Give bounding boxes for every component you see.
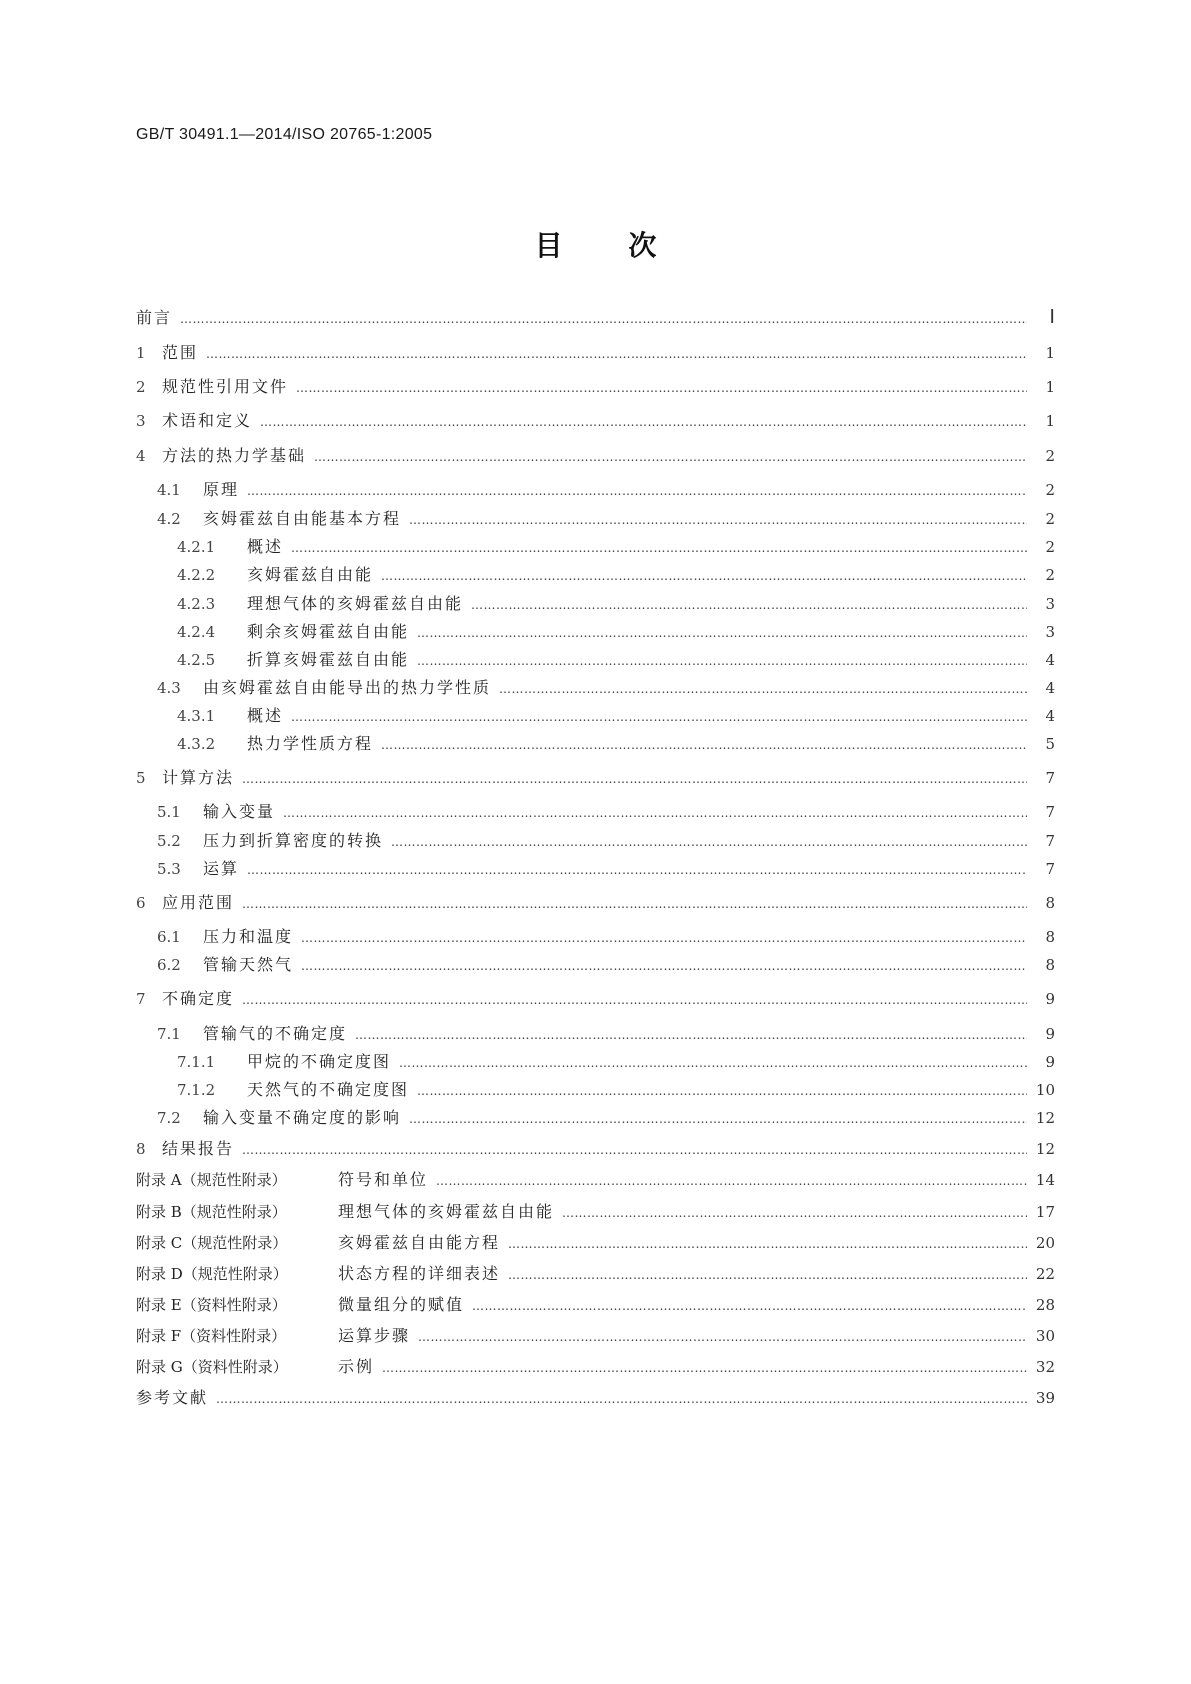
toc-leader-dots bbox=[382, 1358, 1027, 1378]
toc-entry-4-3[interactable] bbox=[157, 678, 1055, 699]
toc-entry-page: 2 bbox=[1045, 566, 1055, 584]
toc-entry-number: 7.1.1 bbox=[177, 1053, 216, 1071]
toc-entry-page: 2 bbox=[1045, 447, 1055, 465]
toc-entry-page: 28 bbox=[1035, 1296, 1055, 1314]
toc-entry-number: 5.1 bbox=[157, 803, 181, 821]
toc-leader-dots bbox=[242, 990, 1027, 1010]
toc-entry-page: 1 bbox=[1045, 344, 1055, 362]
toc-entry-label: 热力学性质方程 bbox=[247, 734, 374, 753]
toc-entry-number: 7.1.2 bbox=[177, 1081, 216, 1099]
toc-entry-number: 2 bbox=[136, 378, 146, 396]
toc-entry-label: 原理 bbox=[203, 480, 240, 499]
standard-code-header: GB/T 30491.1—2014/ISO 20765-1:2005 bbox=[136, 126, 433, 143]
toc-entry-appendix-e[interactable] bbox=[136, 1295, 1055, 1316]
toc-leader-dots bbox=[242, 894, 1027, 914]
toc-entry-page: 9 bbox=[1045, 1053, 1055, 1071]
toc-entry-5-3[interactable] bbox=[157, 859, 1055, 880]
toc-entry-page: 17 bbox=[1035, 1203, 1055, 1221]
toc-entry-number: 5 bbox=[136, 769, 146, 787]
toc-entry-label: 运算 bbox=[203, 859, 240, 878]
toc-entry-3[interactable] bbox=[136, 411, 1055, 432]
toc-entry-label: 理想气体的亥姆霍兹自由能 bbox=[247, 594, 464, 613]
toc-entry-page: 14 bbox=[1035, 1171, 1055, 1189]
toc-entry-4[interactable] bbox=[136, 446, 1055, 467]
toc-entry-page: 3 bbox=[1045, 623, 1055, 641]
toc-entry-page: 22 bbox=[1035, 1265, 1055, 1283]
toc-leader-dots bbox=[472, 1296, 1027, 1316]
toc-leader-dots bbox=[418, 1327, 1027, 1347]
toc-entry-number: 4.2.1 bbox=[177, 538, 216, 556]
toc-entry-page: Ⅰ bbox=[1049, 307, 1055, 328]
toc-entry-label: 参考文献 bbox=[136, 1388, 209, 1407]
toc-entry-4-2-1[interactable] bbox=[177, 537, 1055, 558]
toc-entry-page: 8 bbox=[1045, 928, 1055, 946]
toc-entry-label: 折算亥姆霍兹自由能 bbox=[247, 650, 410, 669]
toc-entry-6-1[interactable] bbox=[157, 927, 1055, 948]
toc-entry-page: 7 bbox=[1045, 769, 1055, 787]
toc-entry-number: 4.2.2 bbox=[177, 566, 216, 584]
toc-entry-page: 9 bbox=[1045, 1025, 1055, 1043]
toc-leader-dots bbox=[471, 595, 1027, 615]
toc-entry-label: 理想气体的亥姆霍兹自由能 bbox=[338, 1202, 555, 1221]
toc-entry-label: 结果报告 bbox=[162, 1139, 235, 1158]
toc-entry-number: 4.3.1 bbox=[177, 707, 216, 725]
toc-entry-5-1[interactable] bbox=[157, 802, 1055, 823]
toc-entry-4-2[interactable] bbox=[157, 509, 1055, 530]
toc-entry-8[interactable] bbox=[136, 1139, 1055, 1160]
toc-entry-label: 甲烷的不确定度图 bbox=[247, 1052, 392, 1071]
toc-entry-5[interactable] bbox=[136, 768, 1055, 789]
toc-entry-number: 4.2 bbox=[157, 510, 181, 528]
toc-entry-label: 范围 bbox=[162, 343, 199, 362]
toc-leader-dots bbox=[206, 344, 1027, 364]
toc-entry-page: 7 bbox=[1045, 832, 1055, 850]
toc-entry-page: 1 bbox=[1045, 412, 1055, 430]
toc-leader-dots bbox=[417, 623, 1027, 643]
toc-entry-label: 压力到折算密度的转换 bbox=[203, 831, 384, 850]
toc-entry-page: 10 bbox=[1035, 1081, 1055, 1099]
toc-entry-page: 8 bbox=[1045, 956, 1055, 974]
toc-entry-appendix-b[interactable] bbox=[136, 1202, 1055, 1223]
toc-entry-label: 亥姆霍兹自由能 bbox=[247, 565, 374, 584]
toc-leader-dots bbox=[381, 735, 1027, 755]
toc-entry-page: 8 bbox=[1045, 894, 1055, 912]
toc-leader-dots bbox=[291, 707, 1027, 727]
toc-entry-7[interactable] bbox=[136, 989, 1055, 1010]
toc-entry-5-2[interactable] bbox=[157, 831, 1055, 852]
toc-entry-label: 符号和单位 bbox=[338, 1170, 429, 1189]
toc-entry-page: 9 bbox=[1045, 990, 1055, 1008]
toc-entry-number: 附录 C（规范性附录） bbox=[136, 1234, 288, 1252]
toc-entry-label: 亥姆霍兹自由能基本方程 bbox=[203, 509, 402, 528]
toc-leader-dots bbox=[391, 832, 1027, 852]
toc-entry-number: 附录 D（规范性附录） bbox=[136, 1265, 288, 1283]
toc-entry-number: 附录 A（规范性附录） bbox=[136, 1171, 287, 1189]
toc-entry-label: 剩余亥姆霍兹自由能 bbox=[247, 622, 410, 641]
toc-entry-appendix-c[interactable] bbox=[136, 1233, 1055, 1254]
toc-leader-dots bbox=[409, 1109, 1027, 1129]
toc-leader-dots bbox=[283, 803, 1027, 823]
toc-leader-dots bbox=[216, 1389, 1027, 1409]
toc-entry-label: 概述 bbox=[247, 706, 284, 725]
toc-entry-page: 12 bbox=[1035, 1109, 1055, 1127]
toc-entry-label: 管输气的不确定度 bbox=[203, 1024, 348, 1043]
toc-entry-page: 32 bbox=[1035, 1358, 1055, 1376]
toc-entry-page: 2 bbox=[1045, 538, 1055, 556]
toc-entry-4-3-1[interactable] bbox=[177, 706, 1055, 727]
toc-entry-number: 4.3 bbox=[157, 679, 181, 697]
toc-entry-number: 7 bbox=[136, 990, 146, 1008]
toc-entry-number: 4.3.2 bbox=[177, 735, 216, 753]
toc-entry-7-1-2[interactable] bbox=[177, 1080, 1055, 1101]
toc-entry-4-1[interactable] bbox=[157, 480, 1055, 501]
toc-entry-number: 4 bbox=[136, 447, 146, 465]
toc-entry-label: 状态方程的详细表述 bbox=[338, 1264, 501, 1283]
toc-entry-label: 运算步骤 bbox=[338, 1326, 411, 1345]
toc-entry-page: 20 bbox=[1035, 1234, 1055, 1252]
page-title: 目 次 bbox=[534, 229, 657, 262]
toc-entry-number: 6.1 bbox=[157, 928, 181, 946]
toc-entry-page: 4 bbox=[1045, 707, 1055, 725]
toc-leader-dots bbox=[291, 538, 1027, 558]
toc-entry-label: 不确定度 bbox=[162, 989, 235, 1008]
toc-leader-dots bbox=[296, 378, 1027, 398]
toc-entry-label: 输入变量 bbox=[203, 802, 276, 821]
toc-entry-number: 4.1 bbox=[157, 481, 181, 499]
toc-entry-appendix-a[interactable] bbox=[136, 1170, 1055, 1191]
toc-entry-page: 3 bbox=[1045, 595, 1055, 613]
toc-entry-foreword[interactable] bbox=[136, 308, 1055, 329]
toc-entry-page: 5 bbox=[1045, 735, 1055, 753]
toc-entry-4-2-3[interactable] bbox=[177, 594, 1055, 615]
toc-entry-label: 示例 bbox=[338, 1357, 375, 1376]
toc-leader-dots bbox=[247, 481, 1027, 501]
toc-entry-number: 附录 F（资料性附录） bbox=[136, 1327, 287, 1345]
toc-entry-number: 4.2.4 bbox=[177, 623, 216, 641]
toc-entry-6[interactable] bbox=[136, 893, 1055, 914]
toc-entry-number: 6 bbox=[136, 894, 146, 912]
toc-entry-label: 应用范围 bbox=[162, 893, 235, 912]
toc-entry-4-3-2[interactable] bbox=[177, 734, 1055, 755]
toc-leader-dots bbox=[260, 412, 1027, 432]
toc-entry-4-2-5[interactable] bbox=[177, 650, 1055, 671]
toc-entry-page: 2 bbox=[1045, 510, 1055, 528]
toc-leader-dots bbox=[562, 1203, 1027, 1223]
toc-entry-page: 12 bbox=[1035, 1140, 1055, 1158]
toc-entry-label: 前言 bbox=[136, 308, 173, 327]
toc-entry-4-2-4[interactable] bbox=[177, 622, 1055, 643]
toc-entry-number: 5.2 bbox=[157, 832, 181, 850]
toc-entry-label: 方法的热力学基础 bbox=[162, 446, 307, 465]
toc-entry-number: 7.2 bbox=[157, 1109, 181, 1127]
toc-entry-6-2[interactable] bbox=[157, 955, 1055, 976]
toc-entry-page: 30 bbox=[1035, 1327, 1055, 1345]
toc-entry-label: 输入变量不确定度的影响 bbox=[203, 1108, 402, 1127]
toc-entry-page: 2 bbox=[1045, 481, 1055, 499]
toc-entry-appendix-d[interactable] bbox=[136, 1264, 1055, 1285]
toc-leader-dots bbox=[242, 1140, 1027, 1160]
toc-entry-number: 附录 G（资料性附录） bbox=[136, 1358, 288, 1376]
toc-leader-dots bbox=[355, 1025, 1027, 1045]
toc-entry-number: 1 bbox=[136, 344, 146, 362]
toc-entry-7-1[interactable] bbox=[157, 1024, 1055, 1045]
toc-entry-label: 天然气的不确定度图 bbox=[247, 1080, 410, 1099]
toc-leader-dots bbox=[180, 309, 1027, 329]
toc-leader-dots bbox=[242, 769, 1027, 789]
toc-entry-number: 7.1 bbox=[157, 1025, 181, 1043]
toc-entry-number: 4.2.3 bbox=[177, 595, 216, 613]
toc-leader-dots bbox=[508, 1265, 1027, 1285]
toc-entry-label: 亥姆霍兹自由能方程 bbox=[338, 1233, 501, 1252]
toc-leader-dots bbox=[381, 566, 1027, 586]
toc-leader-dots bbox=[247, 860, 1027, 880]
toc-entry-number: 8 bbox=[136, 1140, 146, 1158]
toc-entry-number: 4.2.5 bbox=[177, 651, 216, 669]
toc-entry-page: 4 bbox=[1045, 651, 1055, 669]
toc-entry-label: 压力和温度 bbox=[203, 927, 294, 946]
toc-entry-number: 附录 B（规范性附录） bbox=[136, 1203, 287, 1221]
toc-entry-page: 1 bbox=[1045, 378, 1055, 396]
toc-entry-label: 术语和定义 bbox=[162, 411, 253, 430]
toc-entry-7-2[interactable] bbox=[157, 1108, 1055, 1129]
toc-entry-page: 4 bbox=[1045, 679, 1055, 697]
toc-leader-dots bbox=[499, 679, 1027, 699]
toc-entry-number: 附录 E（资料性附录） bbox=[136, 1296, 287, 1314]
toc-entry-appendix-f[interactable] bbox=[136, 1326, 1055, 1347]
toc-entry-label: 管输天然气 bbox=[203, 955, 294, 974]
toc-entry-page: 39 bbox=[1035, 1389, 1055, 1407]
toc-entry-number: 5.3 bbox=[157, 860, 181, 878]
toc-leader-dots bbox=[417, 651, 1027, 671]
toc-leader-dots bbox=[301, 956, 1027, 976]
toc-entry-number: 3 bbox=[136, 412, 146, 430]
toc-entry-label: 概述 bbox=[247, 537, 284, 556]
toc-entry-2[interactable] bbox=[136, 377, 1055, 398]
toc-entry-label: 规范性引用文件 bbox=[162, 377, 289, 396]
toc-entry-bibliography[interactable] bbox=[136, 1388, 1055, 1409]
toc-entry-label: 由亥姆霍兹自由能导出的热力学性质 bbox=[203, 678, 492, 697]
toc-entry-7-1-1[interactable] bbox=[177, 1052, 1055, 1073]
toc-entry-1[interactable] bbox=[136, 343, 1055, 364]
toc-entry-label: 计算方法 bbox=[162, 768, 235, 787]
toc-entry-appendix-g[interactable] bbox=[136, 1357, 1055, 1378]
toc-entry-number: 6.2 bbox=[157, 956, 181, 974]
toc-leader-dots bbox=[436, 1171, 1027, 1191]
toc-leader-dots bbox=[399, 1053, 1027, 1073]
toc-leader-dots bbox=[314, 447, 1027, 467]
toc-leader-dots bbox=[508, 1234, 1027, 1254]
toc-leader-dots bbox=[409, 510, 1027, 530]
toc-entry-4-2-2[interactable] bbox=[177, 565, 1055, 586]
toc-entry-page: 7 bbox=[1045, 803, 1055, 821]
toc-leader-dots bbox=[417, 1081, 1027, 1101]
toc-entry-label: 微量组分的赋值 bbox=[338, 1295, 465, 1314]
toc-entry-page: 7 bbox=[1045, 860, 1055, 878]
toc-leader-dots bbox=[301, 928, 1027, 948]
